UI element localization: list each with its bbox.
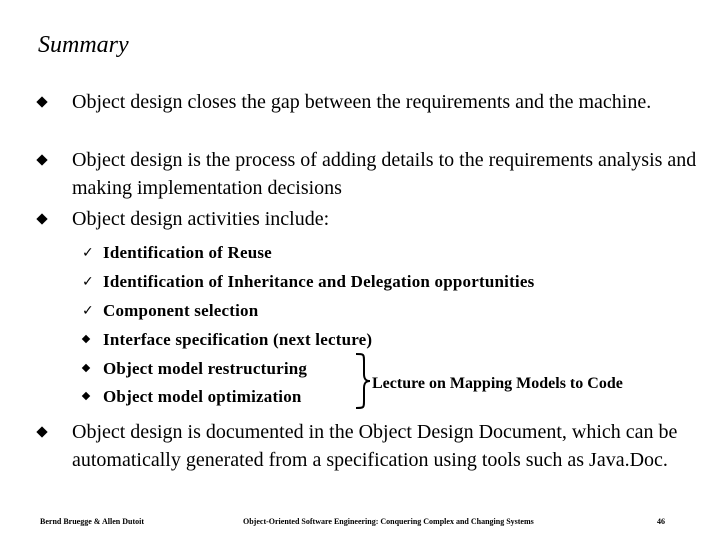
checkmark-icon: ✓ [82,245,94,261]
bullet-diamond-icon [36,154,47,165]
checkmark-icon: ✓ [82,274,94,290]
brace-annotation: Lecture on Mapping Models to Code [372,375,623,392]
activity-label: Identification of Reuse [103,243,272,262]
slide-title: Summary [38,32,129,58]
bullet-text: Object design is the process of adding details to the requirements analysis and making implementation decisions [72,149,697,199]
bullet-text: Object design closes the gap between the requirements and the machine. [72,91,652,113]
footer-page-number: 46 [657,517,665,526]
square-bullet-icon [82,335,90,343]
square-bullet-icon [82,392,90,400]
activity-label: Object model restructuring [103,359,308,378]
curly-brace-icon [340,352,372,410]
bullet-diamond-icon [36,213,47,224]
footer-authors: Bernd Bruegge & Allen Dutoit [40,517,144,526]
bullet-text: Object design activities include: [72,208,330,230]
bullet-text: Object design is documented in the Object Design Document, which can be automatically generated from a specification using tools such as Java.Doc. [72,421,678,471]
bullet-diamond-icon [36,426,47,437]
footer-book-title: Object-Oriented Software Engineering: Conquering Complex and Changing Systems [243,517,534,526]
activity-label: Identification of Inheritance and Delegation opportunities [103,272,535,291]
square-bullet-icon [82,364,90,372]
bullet-diamond-icon [36,96,47,107]
activity-label: Component selection [103,301,259,320]
activity-label: Object model optimization [103,387,302,406]
checkmark-icon: ✓ [82,303,94,319]
activity-label: Interface specification (next lecture) [103,330,373,349]
